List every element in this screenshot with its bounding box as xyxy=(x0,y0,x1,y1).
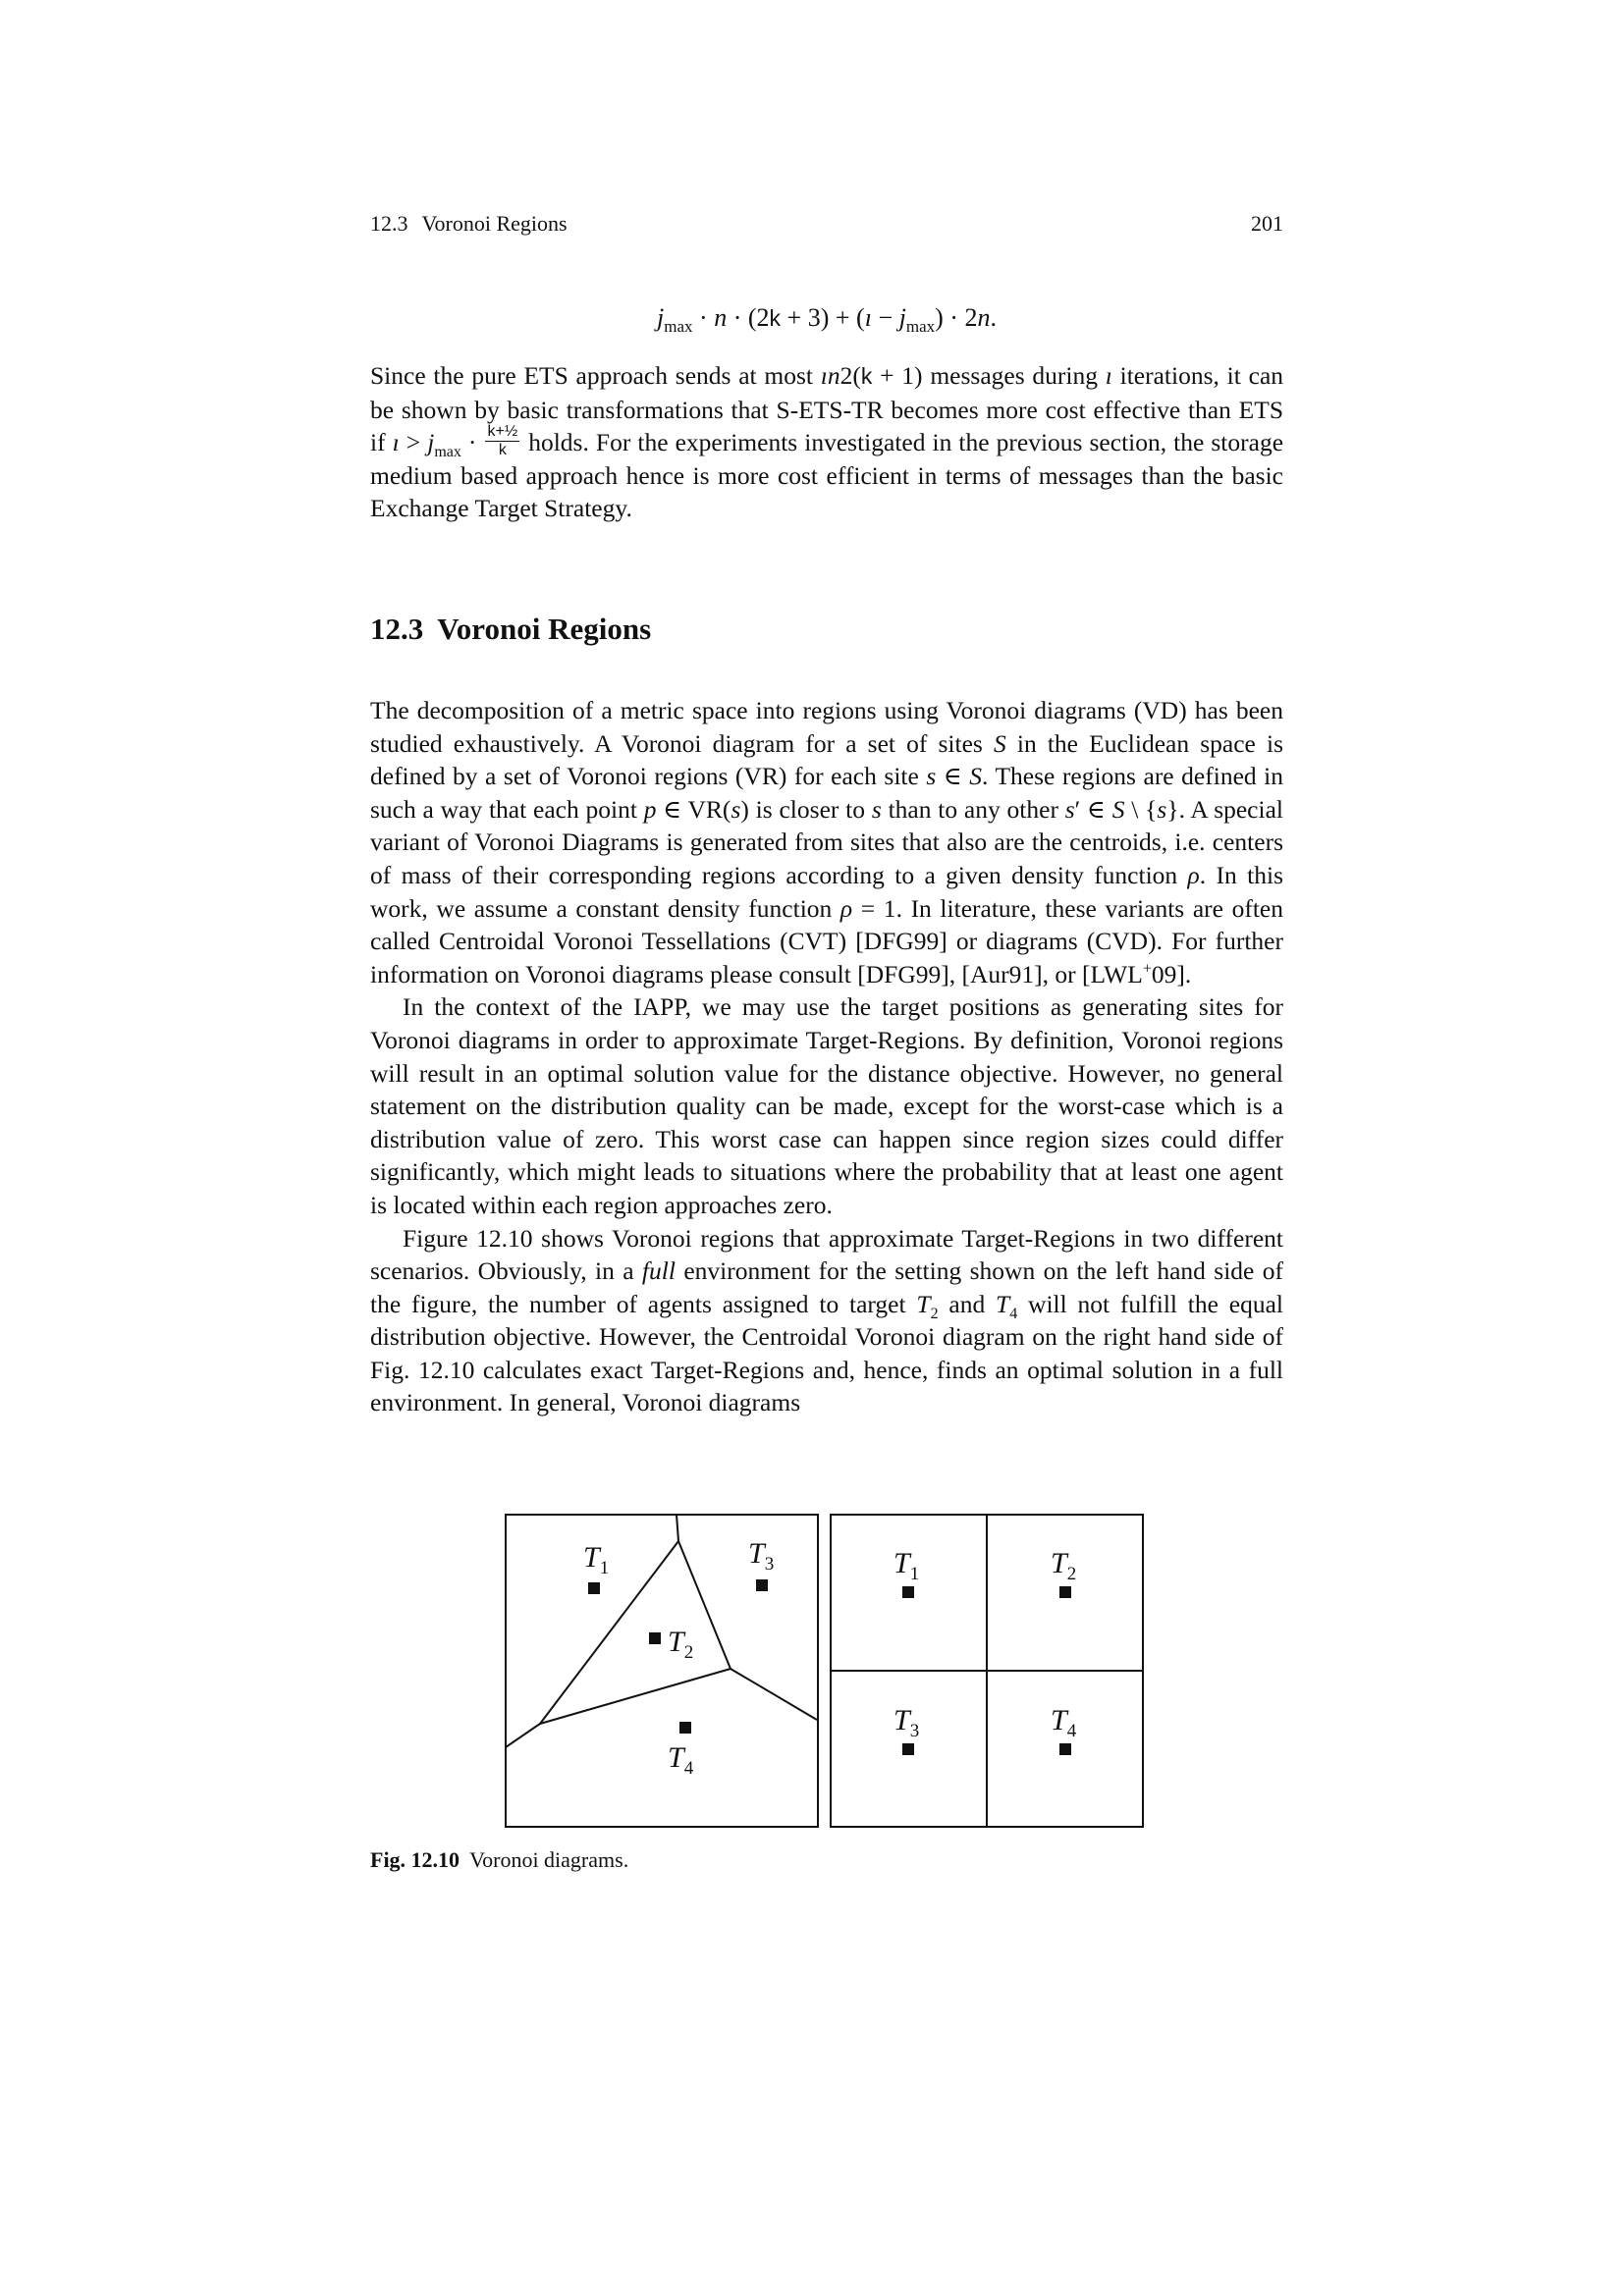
paragraph-2: In the context of the IAPP, we may use the target positions as generating sites for Voronoi diagrams in order to approximate Target-Regions. By definition, Voronoi regions will result in an optimal solution value for the distance objective. However, no general statement on the distribution quality can be made, except for the worst-case which is a distribution value of zero. This worst case can happen since region sizes could differ significantly, which might leads to situations where the probability that at least one agent is located within each region approaches zero. xyxy=(370,992,1283,1219)
left-t4-site xyxy=(679,1722,691,1734)
right-t1-site xyxy=(902,1586,914,1598)
running-head-section xyxy=(370,211,568,237)
left-t4-label: T4 xyxy=(668,1741,694,1779)
left-t2-label: T2 xyxy=(668,1626,694,1663)
left-t3-site xyxy=(756,1579,768,1591)
running-head-section-name: Voronoi Regions xyxy=(421,211,568,236)
figure-caption-text: Voronoi diagrams. xyxy=(469,1847,629,1872)
left-t2-site xyxy=(649,1632,661,1644)
right-t4-label: T4 xyxy=(1051,1704,1077,1741)
running-head-section-number: 12.3 xyxy=(370,211,408,236)
section-title: Voronoi Regions xyxy=(437,612,652,646)
figure-caption-label: Fig. 12.10 xyxy=(370,1847,460,1872)
right-t3-site xyxy=(902,1743,914,1755)
left-voronoi-edge-1 xyxy=(677,1515,817,1720)
right-t2-site xyxy=(1059,1586,1071,1598)
right-t4-site xyxy=(1059,1743,1071,1755)
right-t3-label: T3 xyxy=(893,1704,920,1741)
right-t2-label: T2 xyxy=(1051,1547,1077,1584)
voronoi-figure-svg xyxy=(505,1514,1145,1830)
display-equation: $j_{max} \cdot n \cdot (2k + 3)$ + (ı − $j_{max}) \cdot 2n$. xyxy=(657,303,997,337)
figure-caption xyxy=(370,1847,628,1873)
paragraph-1: The decomposition of a metric space into regions using Voronoi diagrams (VD) has been studied exhaustively. A Voronoi diagram for a set of sites S in the Euclidean space is defined by a set of Voronoi regions (VR) for each site s ∈ S. These regions are defined in such a way that each point p ∈ VR(s) is closer to s than to any other s′ ∈ S \ {s}. A special variant of Voronoi Diagrams is generated from sites that also are the centroids, i.e. centers of mass of their corresponding regions according to a given density function ρ. In this work, we assume a constant density function ρ = 1. In literature, these variants are often called Centroidal Voronoi Tessellations (CVT) [DFG99] or diagrams (CVD). For further information on Voronoi diagrams please consult [DFG99], [Aur91], or [LWL+09]. xyxy=(370,696,1284,988)
fraction: $\frac{\text{k+½}}{k}$ xyxy=(487,422,518,458)
intro-paragraph: Since the pure ETS approach sends at most ın2(k + 1) messages during ı iterations, it can be shown by basic transformations that S-ETS-TR becomes more cost effective than ETS if ı > $j_{max}$ · $\frac{\text{k+½}}{k}$ holds. For the experiments investigated in the previous section, the storage medium based approach hence is more cost efficient in terms of messages than the basic Exchange Target Strategy. xyxy=(370,361,1284,523)
body-text xyxy=(370,694,1283,1419)
left-t1-site xyxy=(588,1582,600,1594)
right-t1-label: T1 xyxy=(893,1547,920,1584)
section-number: 12.3 xyxy=(370,612,424,646)
left-t3-label: T3 xyxy=(748,1537,775,1575)
page-number: 201 xyxy=(1251,211,1283,236)
left-t1-label: T1 xyxy=(583,1541,610,1578)
paragraph-3: Figure 12.10 shows Voronoi regions that approximate Target-Regions in two different scenarios. Obviously, in a full environment for the setting shown on the left hand side of the figure, the number of agents assigned to target $T_2$ and $T_4$ will not fulfill the equal distribution objective. However, the Centroidal Voronoi diagram on the right hand side of Fig. 12.10 calculates exact Target-Regions and, hence, finds an optimal solution in a full environment. In general, Voronoi diagrams xyxy=(370,1223,1284,1417)
section-heading xyxy=(370,612,651,647)
left-voronoi-edge-3 xyxy=(540,1669,731,1724)
voronoi-figure xyxy=(505,1514,1145,1830)
running-head xyxy=(370,208,1283,240)
